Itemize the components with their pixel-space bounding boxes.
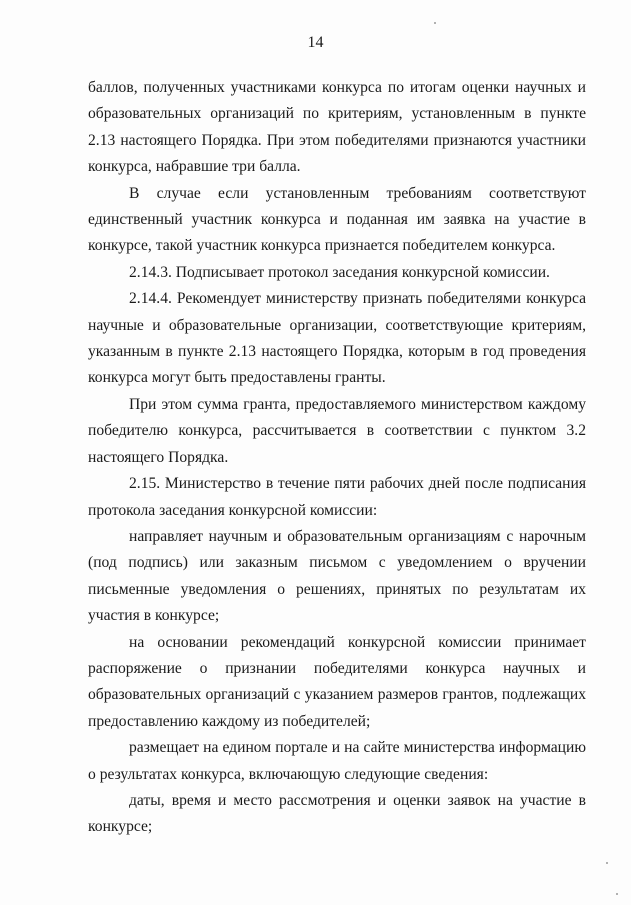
page-number: 14 — [307, 34, 324, 51]
document-body — [88, 75, 586, 841]
paragraph: 2.14.4. Рекомендует министерству признать победителями конкурса научные и образовательные организации, соответствующие критериям, указанным в пункте 2.13 настоящего Порядка, которым в год проведения конкурса могут быть предоставлены гранты. — [88, 290, 586, 387]
paragraph: размещает на едином портале и на сайте министерства информацию о результатах конкурса, включающую следующие сведения: — [88, 739, 586, 783]
paragraph: В случае если установленным требованиям соответствуют единственный участник конкурса и поданная им заявка на участие в конкурсе, такой участник конкурса признается победителем конкурса. — [88, 184, 586, 255]
paragraph: 2.14.3. Подписывает протокол заседания конкурсной комиссии. — [129, 263, 550, 281]
scan-speck — [606, 862, 608, 864]
paragraph: на основании рекомендаций конкурсной комиссии принимает распоряжение о признании победителями конкурса научных и образовательных организаций с указанием размеров грантов, подлежащих предоставлению каждому из победителей; — [88, 633, 586, 730]
paragraph: направляет научным и образовательным организациям с нарочным (под подпись) или заказным письмом с уведомлением о вручении письменные уведомления о решениях, принятых по результатам их участия в конкурсе; — [88, 527, 586, 625]
paragraph: баллов, полученных участниками конкурса по итогам оценки научных и образовательных организаций по критериям, установленным в пункте 2.13 настоящего Порядка. При этом победителями признаются участники конкурса, набравшие три балла. — [88, 79, 586, 176]
scan-speck — [616, 893, 618, 895]
paragraph: 2.15. Министерство в течение пяти рабочих дней после подписания протокола заседания конкурсной комиссии: — [88, 475, 586, 519]
scan-speck — [434, 22, 436, 24]
paragraph: При этом сумма гранта, предоставляемого министерством каждому победителю конкурса, рассчитывается в соответствии с пунктом 3.2 настоящего Порядка. — [88, 395, 586, 466]
paragraph: даты, время и место рассмотрения и оценки заявок на участие в конкурсе; — [88, 791, 586, 836]
